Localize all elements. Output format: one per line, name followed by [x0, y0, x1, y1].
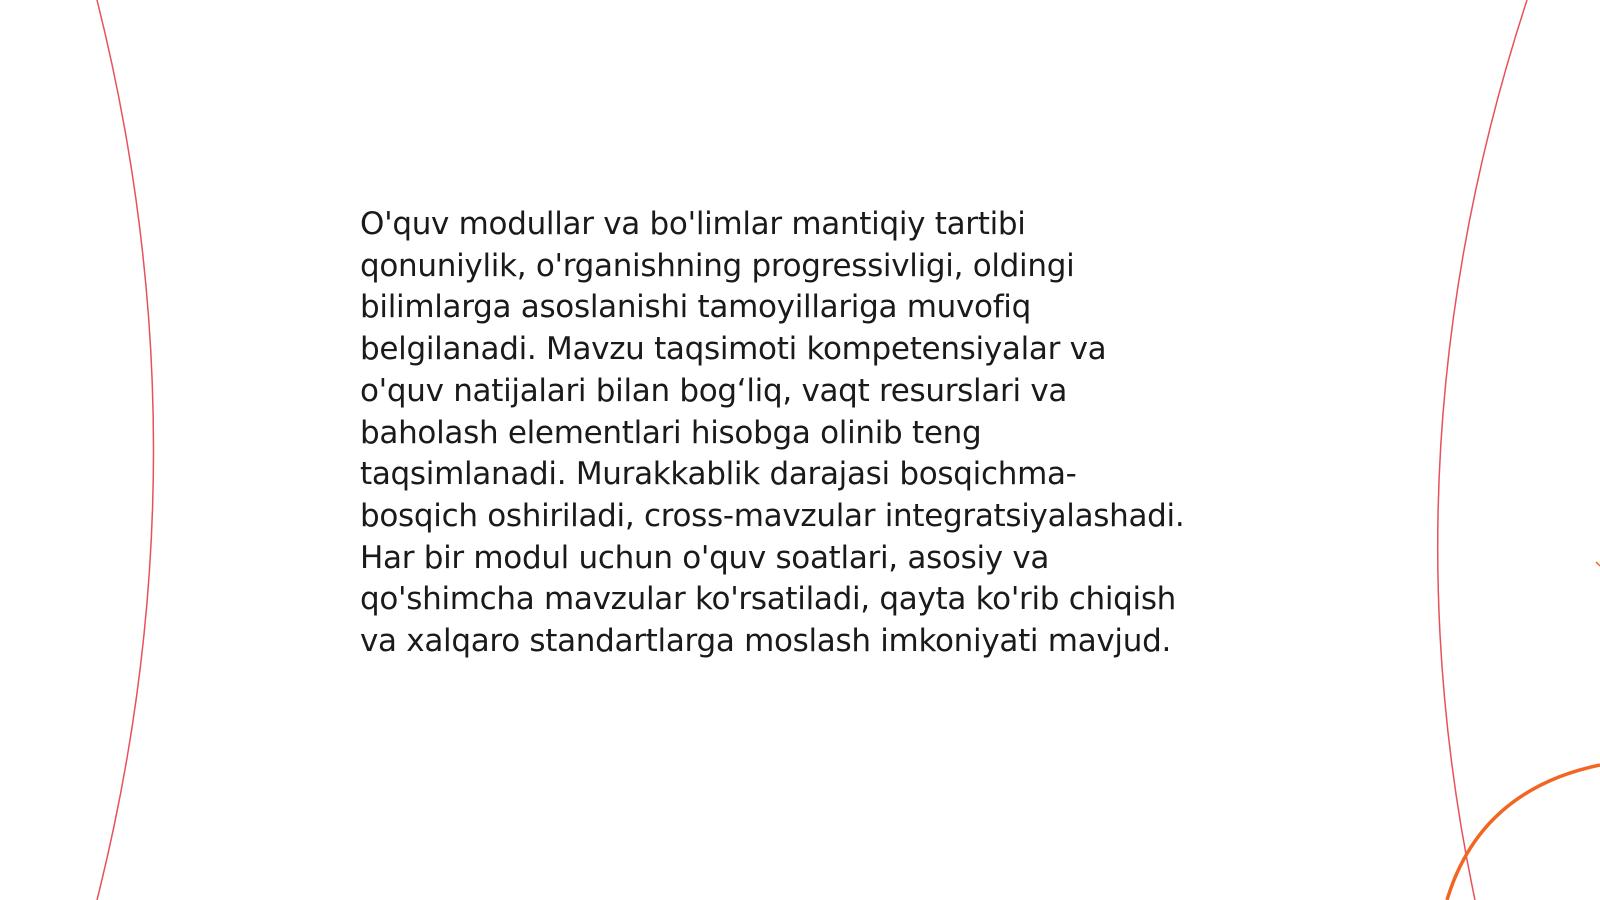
right-edge-tick [1596, 562, 1600, 566]
body-text: O'quv modullar va bo'limlar mantiqiy tartibi qonuniylik, o'rganishning progressivligi, oldingi bilimlarga asoslanishi tamoyillariga muvofiq belgilanadi. Mavzu taqsimoti kompetensiyalar va o'quv natijalari bilan bog‘liq, vaqt resurslari va baholash elementlari hisobga olinib teng taqsimlanadi. Murakkablik darajasi bosqichma- bosqich oshiriladi, cross-mavzular integratsiyalashadi. Har bir modul uchun o'quv soatlari, asosiy va qo'shimcha mavzular ko'rsatiladi, qayta ko'rib chiqish va xalqaro standartlarga moslash imkoniyati mavjud. [360, 206, 1185, 660]
right-orange-arc [1447, 765, 1600, 900]
right-curve-line [1438, 0, 1527, 900]
left-curve-line [97, 0, 154, 900]
